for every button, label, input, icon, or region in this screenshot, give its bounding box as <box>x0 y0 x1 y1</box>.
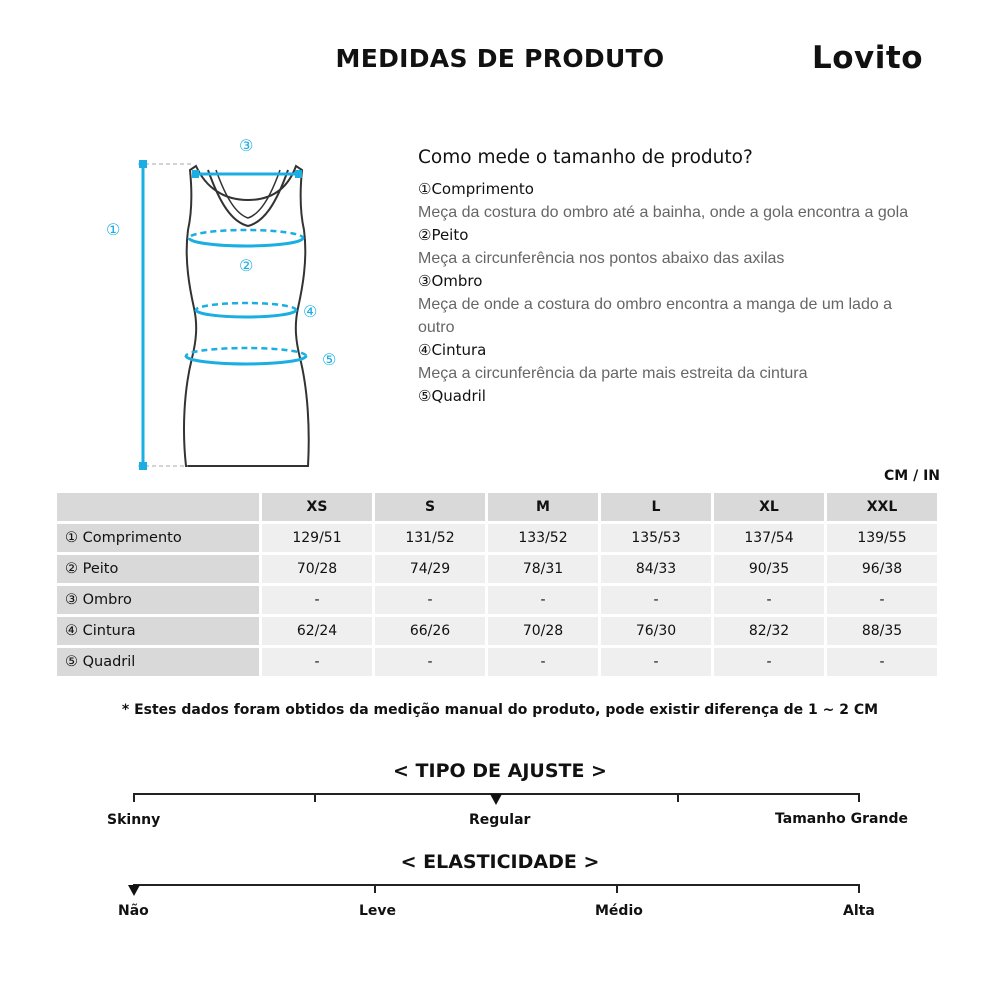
size-header: XS <box>262 493 372 521</box>
measure-heading-hip: ⑤Quadril <box>418 387 486 405</box>
table-cell: 90/35 <box>714 555 824 583</box>
table-cell: 78/31 <box>488 555 598 583</box>
measure-heading-waist: ④Cintura <box>418 341 487 359</box>
fit-selected-marker <box>490 794 502 805</box>
table-row <box>57 617 937 645</box>
fit-label-regular: Regular <box>469 812 531 828</box>
brand-logo: Lovito <box>812 40 924 76</box>
size-header: XL <box>714 493 824 521</box>
table-cell: - <box>262 586 372 614</box>
elasticity-scale-line <box>133 884 860 886</box>
elasticity-tick <box>374 884 376 893</box>
table-cell: - <box>827 586 937 614</box>
table-cell: - <box>262 648 372 676</box>
elasticity-label-high: Alta <box>843 903 875 919</box>
marker-hip: ⑤ <box>322 350 337 369</box>
row-label: ④ Cintura <box>57 617 259 645</box>
table-cell: 76/30 <box>601 617 711 645</box>
measure-heading-length: ①Comprimento <box>418 180 534 198</box>
size-table <box>54 490 940 679</box>
elasticity-title: < ELASTICIDADE > <box>400 851 600 873</box>
table-cell: - <box>488 648 598 676</box>
table-cell: 96/38 <box>827 555 937 583</box>
measurement-note: * Estes dados foram obtidos da medição manual do produto, pode existir diferença de 1 ~ 2 CM <box>121 702 879 718</box>
marker-length: ① <box>106 220 121 239</box>
table-cell: 88/35 <box>827 617 937 645</box>
marker-waist: ④ <box>303 302 318 321</box>
table-cell: 131/52 <box>375 524 485 552</box>
table-cell: 129/51 <box>262 524 372 552</box>
measure-description-chest: Meça a circunferência nos pontos abaixo das axilas <box>418 250 785 267</box>
table-cell: 74/29 <box>375 555 485 583</box>
fit-tick <box>314 793 316 802</box>
fit-tick <box>677 793 679 802</box>
table-cell: 70/28 <box>262 555 372 583</box>
table-cell: 70/28 <box>488 617 598 645</box>
table-cell: - <box>375 586 485 614</box>
table-cell: 66/26 <box>375 617 485 645</box>
size-header: S <box>375 493 485 521</box>
measure-description-length: Meça da costura do ombro até a bainha, onde a gola encontra a gola <box>418 204 909 221</box>
table-cell: 62/24 <box>262 617 372 645</box>
elasticity-tick <box>616 884 618 893</box>
fit-label-large: Tamanho Grande <box>775 811 908 827</box>
fit-type-title: < TIPO DE AJUSTE > <box>393 760 607 782</box>
table-cell: 84/33 <box>601 555 711 583</box>
page-title: MEDIDAS DE PRODUTO <box>335 44 665 73</box>
table-cell: - <box>827 648 937 676</box>
marker-shoulder: ③ <box>239 136 254 155</box>
elasticity-selected-marker <box>128 885 140 896</box>
table-row <box>57 524 937 552</box>
table-cell: - <box>488 586 598 614</box>
size-header: XXL <box>827 493 937 521</box>
table-cell: 133/52 <box>488 524 598 552</box>
table-cell: 139/55 <box>827 524 937 552</box>
measure-description-waist: Meça a circunferência da parte mais estreita da cintura <box>418 365 808 382</box>
row-label: ③ Ombro <box>57 586 259 614</box>
size-header: M <box>488 493 598 521</box>
fit-label-skinny: Skinny <box>107 812 161 828</box>
elasticity-label-light: Leve <box>359 903 397 919</box>
fit-tick <box>858 793 860 802</box>
table-cell: 137/54 <box>714 524 824 552</box>
marker-chest: ② <box>239 256 254 275</box>
table-cell: - <box>601 586 711 614</box>
row-label: ⑤ Quadril <box>57 648 259 676</box>
unit-label: CM / IN <box>884 468 940 484</box>
table-cell: 82/32 <box>714 617 824 645</box>
elasticity-tick <box>858 884 860 893</box>
how-to-measure-question: Como mede o tamanho de produto? <box>418 147 753 168</box>
size-header: L <box>601 493 711 521</box>
table-row <box>57 555 937 583</box>
table-corner <box>57 493 259 521</box>
table-row <box>57 648 937 676</box>
table-cell: - <box>601 648 711 676</box>
table-header-row <box>57 493 937 521</box>
elasticity-label-none: Não <box>118 903 149 919</box>
table-cell: - <box>714 586 824 614</box>
table-cell: - <box>375 648 485 676</box>
measure-description-shoulder: Meça de onde a costura do ombro encontra a manga de um lado a outro <box>418 296 893 336</box>
table-cell: - <box>714 648 824 676</box>
elasticity-label-medium: Médio <box>595 903 643 919</box>
row-label: ① Comprimento <box>57 524 259 552</box>
table-row <box>57 586 937 614</box>
measure-heading-chest: ②Peito <box>418 226 469 244</box>
table-cell: 135/53 <box>601 524 711 552</box>
dress-diagram <box>96 130 356 480</box>
fit-tick <box>133 793 135 802</box>
row-label: ② Peito <box>57 555 259 583</box>
how-to-measure <box>418 147 918 408</box>
measure-heading-shoulder: ③Ombro <box>418 272 483 290</box>
